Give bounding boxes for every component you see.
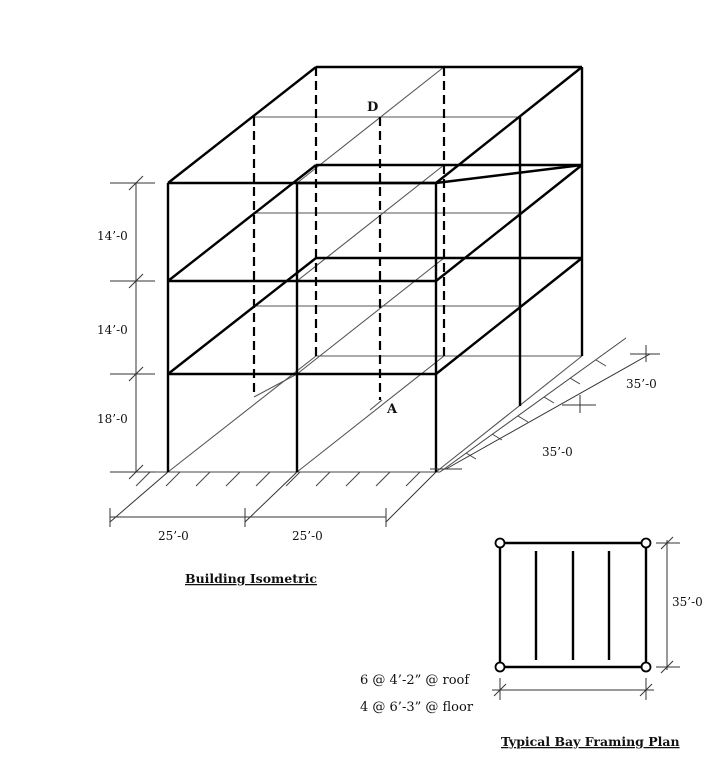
point-label-bottom: A <box>387 402 398 417</box>
ground-hatch-side <box>440 338 626 472</box>
frame-heavy <box>168 67 582 472</box>
story-height-label: 14’-0 <box>97 323 128 337</box>
plan-depth-label: 35’-0 <box>672 595 703 609</box>
bay-width-label: 25’-0 <box>158 529 189 543</box>
bay-depth-label: 35’-0 <box>626 377 657 391</box>
width-dimension-line <box>110 472 436 527</box>
plan-width-dimension <box>492 678 654 700</box>
typical-bay-plan <box>360 537 703 749</box>
floor-spacing-note: 4 @ 6’-3” @ floor <box>360 700 474 715</box>
isometric-caption: Building Isometric <box>185 571 317 586</box>
plan-joists <box>536 551 609 660</box>
story-height-label: 14’-0 <box>97 229 128 243</box>
bay-depth-label: 35’-0 <box>542 445 573 459</box>
building-isometric <box>97 67 660 586</box>
story-height-label: 18’-0 <box>97 412 128 426</box>
roof-spacing-note: 6 @ 4’-2” @ roof <box>360 673 470 688</box>
plan-caption: Typical Bay Framing Plan <box>501 734 680 749</box>
point-label-top: D <box>367 100 379 115</box>
bay-width-label: 25’-0 <box>292 529 323 543</box>
